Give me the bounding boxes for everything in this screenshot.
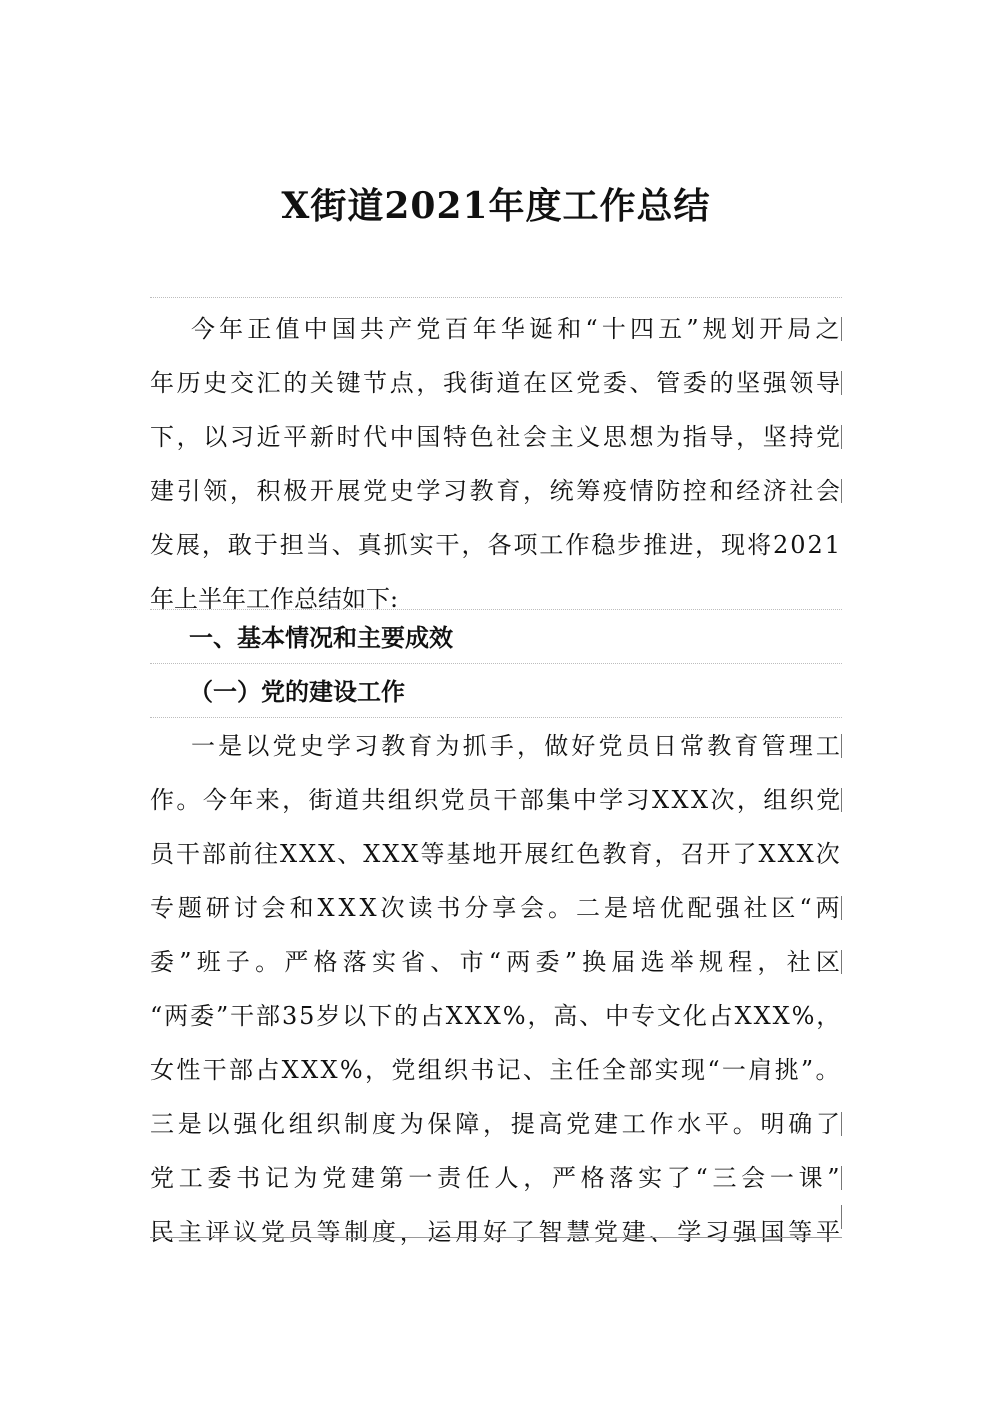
section-heading: 一、基本情况和主要成效 [189, 623, 453, 652]
line-end-mark [841, 1112, 842, 1136]
paragraph-divider [150, 663, 842, 664]
paragraph-divider [150, 717, 842, 718]
party-line: 员干部前往XXX、XXX等基地开展红色教育，召开了XXX次 [150, 840, 842, 868]
intro-line: 年历史交汇的关键节点，我街道在区党委、管委的坚强领导 [150, 369, 843, 397]
party-line: 专题研讨会和XXX次读书分享会。二是培优配强社区“两 [150, 894, 844, 922]
party-line: 一是以党史学习教育为抓手，做好党员日常教育管理工 [191, 732, 844, 760]
line-end-mark [841, 788, 842, 812]
intro-line: 建引领，积极开展党史学习教育，统筹疫情防控和经济社会 [150, 477, 843, 505]
line-end-mark [841, 479, 842, 503]
line-end-mark [841, 896, 842, 920]
intro-line: 今年正值中国共产党百年华诞和“十四五”规划开局之 [191, 315, 844, 343]
document-title: X街道2021年度工作总结 [281, 185, 711, 228]
party-line: 党工委书记为党建第一责任人，严格落实了“三会一课” [150, 1164, 845, 1192]
line-end-mark [841, 734, 842, 758]
intro-line: 发展，敢于担当、真抓实干，各项工作稳步推进，现将2021 [150, 531, 842, 559]
line-end-mark [841, 371, 842, 395]
party-line: 三是以强化组织制度为保障，提高党建工作水平。明确了 [150, 1110, 844, 1138]
party-line: 民主评议党员等制度，运用好了智慧党建、学习强国等平 [150, 1218, 844, 1246]
frame-bottom-line [150, 1237, 842, 1238]
intro-line: 下，以习近平新时代中国特色社会主义思想为指导，坚持党 [150, 423, 843, 451]
intro-line: 年上半年工作总结如下: [150, 585, 399, 613]
text-area-frame [150, 297, 846, 1246]
party-line: “两委”干部35岁以下的占XXX%，高、中专文化占XXX%， [150, 1002, 843, 1030]
party-line: 作。今年来，街道共组织党员干部集中学习XXX次，组织党 [150, 786, 843, 814]
party-line: 委”班子。严格落实省、市“两委”换届选举规程，社区 [150, 948, 846, 976]
line-end-mark [841, 950, 842, 974]
line-end-mark [841, 1205, 842, 1229]
line-end-mark [841, 425, 842, 449]
line-end-mark [841, 1166, 842, 1190]
line-end-mark [841, 317, 842, 341]
party-line: 女性干部占XXX%，党组织书记、主任全部实现“一肩挑”。 [150, 1056, 842, 1084]
paragraph-divider [150, 609, 842, 610]
frame-top-line [150, 297, 842, 298]
subsection-heading: （一）党的建设工作 [189, 677, 405, 706]
